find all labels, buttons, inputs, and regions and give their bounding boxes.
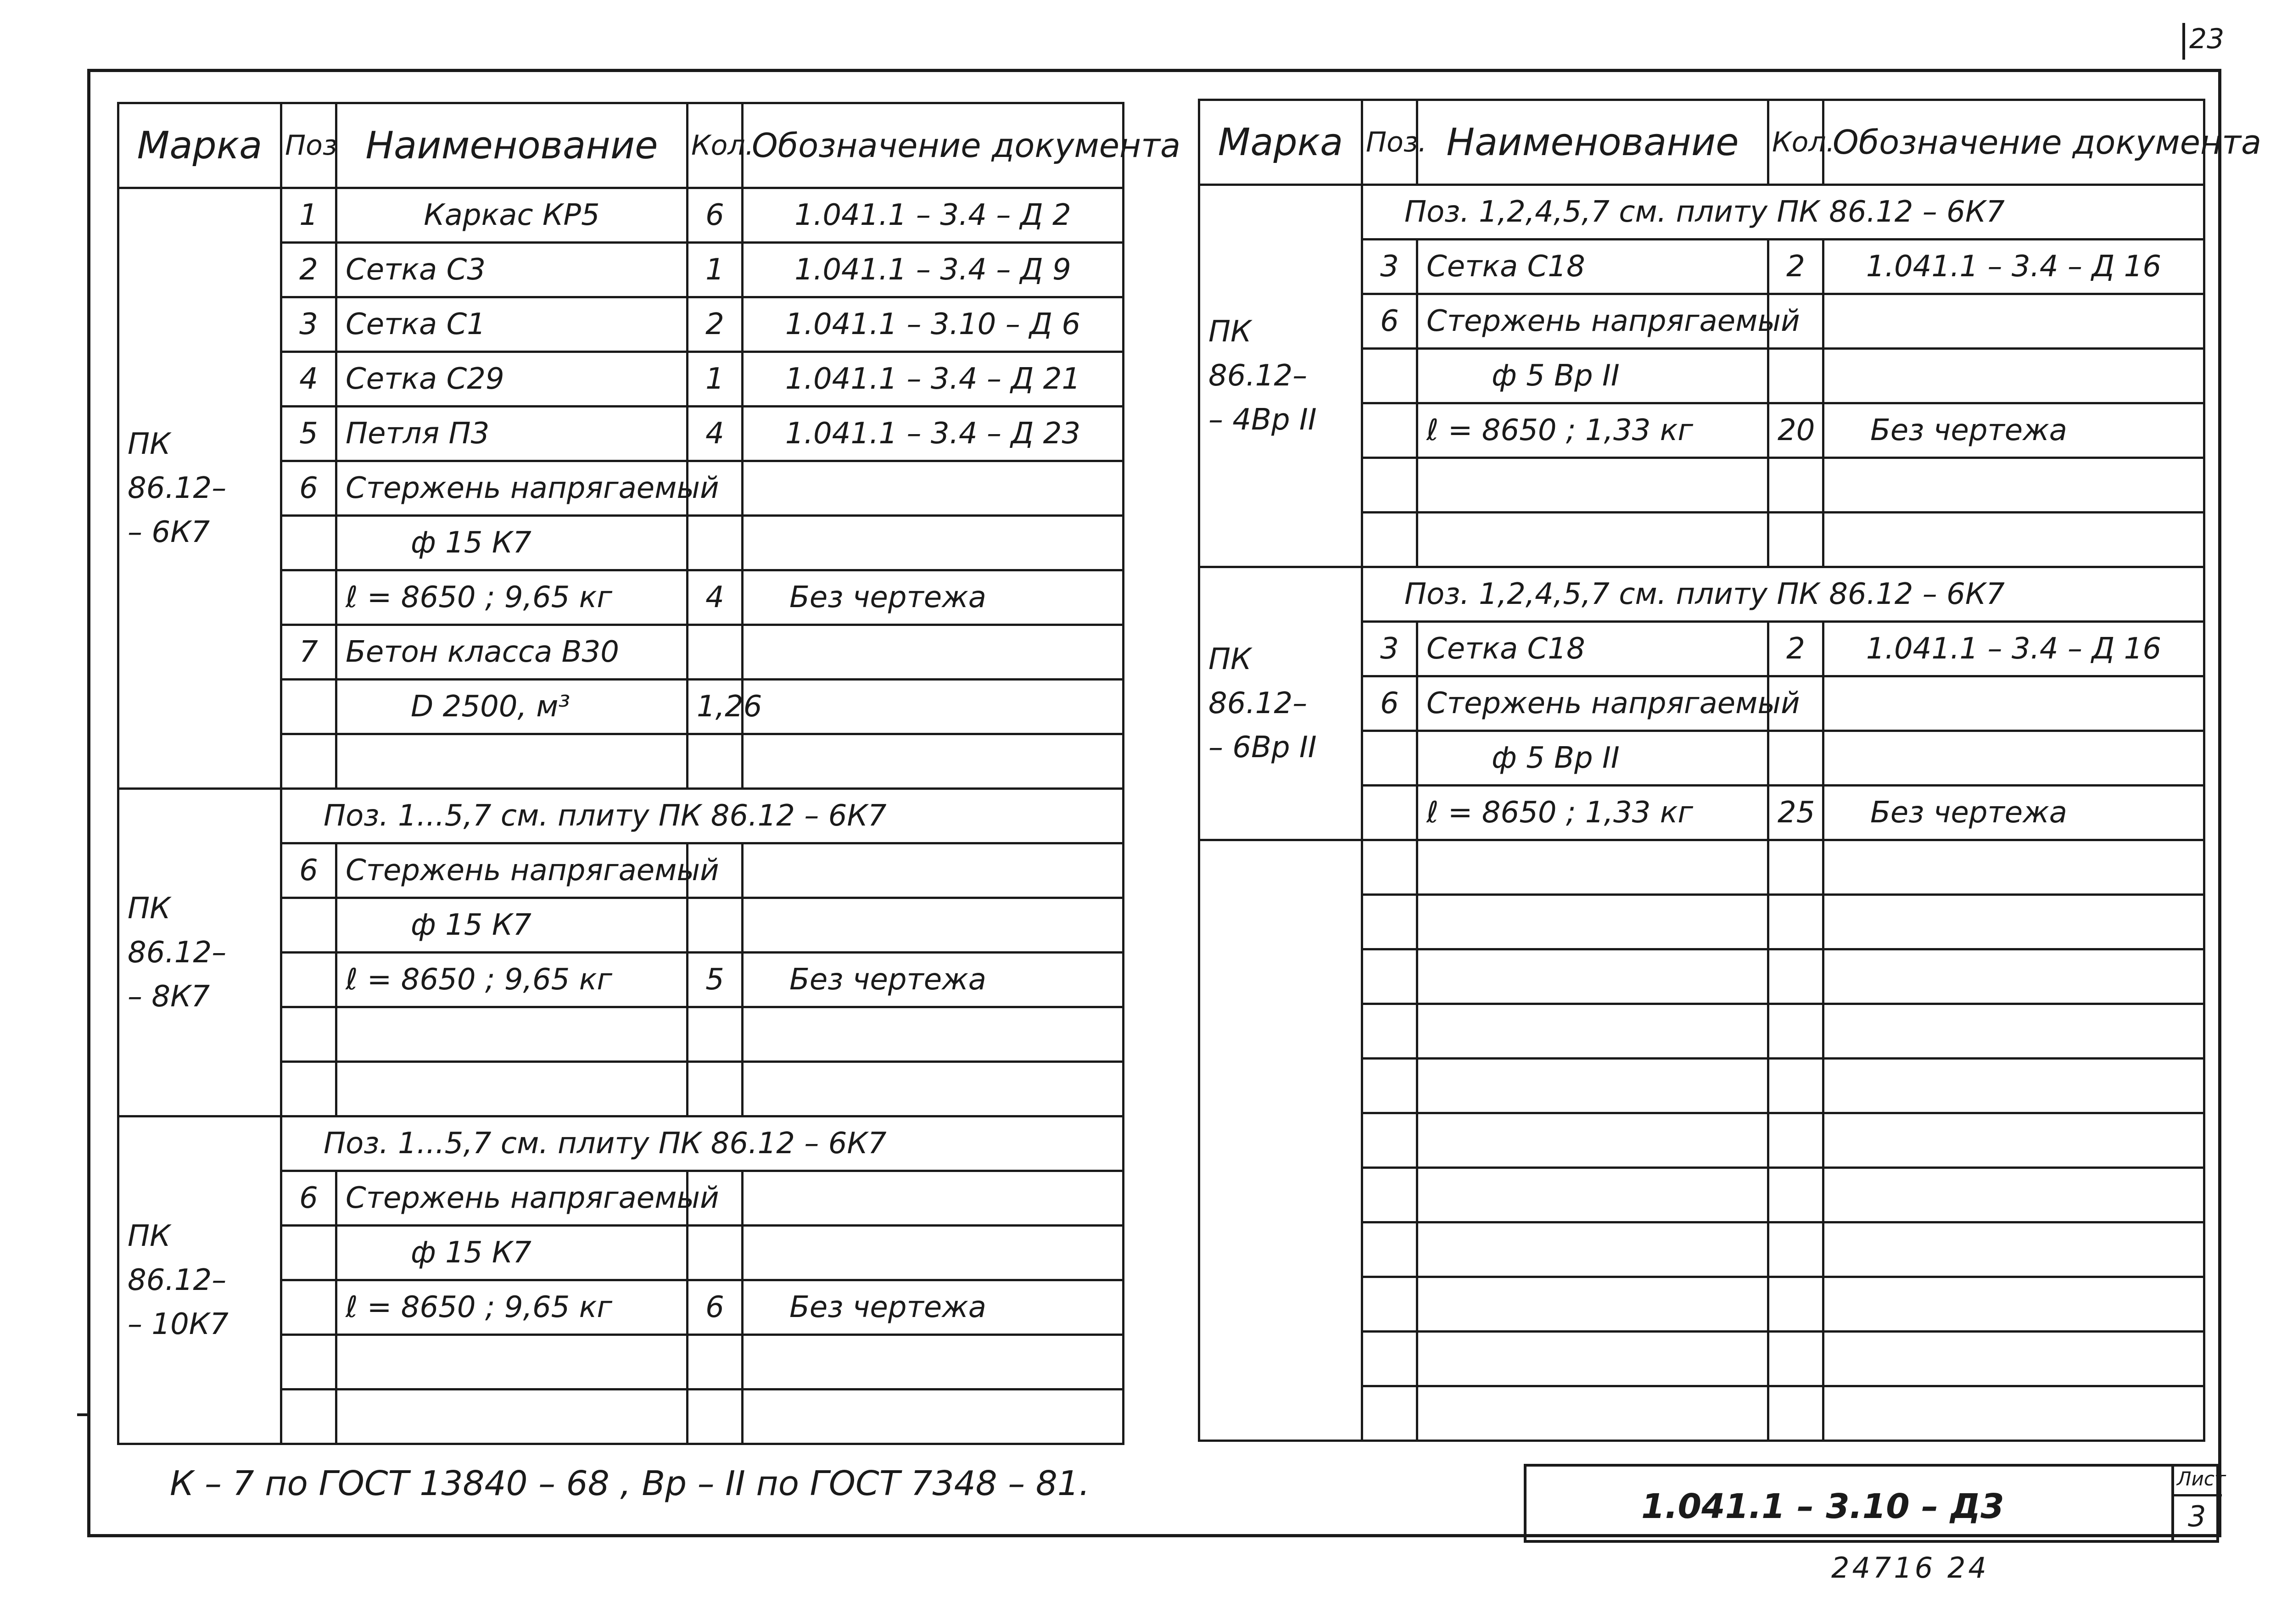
- name-cell: Сетка С1: [336, 297, 688, 352]
- name-cell: [1417, 458, 1768, 513]
- col-mark-header: Марка: [118, 103, 281, 188]
- empty-cell: [1823, 1168, 2204, 1222]
- empty-cell: [1768, 1059, 1823, 1113]
- empty-cell: [1823, 1332, 2204, 1386]
- empty-cell: [1199, 1113, 1362, 1168]
- empty-cell: [1768, 1004, 1823, 1059]
- doc-cell: [743, 898, 1124, 953]
- empty-row: [1199, 1059, 2204, 1113]
- group-note-row: [118, 1116, 1124, 1171]
- qty-cell: 5: [688, 953, 743, 1007]
- doc-cell: [1823, 676, 2204, 731]
- empty-cell: [1362, 1277, 1417, 1332]
- doc-cell: [743, 461, 1124, 516]
- group-note-row: [1199, 185, 2204, 240]
- empty-cell: [1199, 1004, 1362, 1059]
- group-note: Поз. 1,2,4,5,7 см. плиту ПК 86.12 – 6К7: [1362, 185, 2204, 240]
- qty-cell: 6: [688, 188, 743, 243]
- empty-cell: [1823, 1222, 2204, 1277]
- empty-cell: [1768, 1277, 1823, 1332]
- empty-cell: [1417, 949, 1768, 1004]
- name-cell: [336, 1062, 688, 1116]
- pos-cell: [1362, 403, 1417, 458]
- pos-cell: 2: [281, 243, 336, 297]
- empty-cell: [1362, 895, 1417, 949]
- empty-row: [1199, 1004, 2204, 1059]
- pos-cell: [1362, 731, 1417, 786]
- pos-cell: 3: [1362, 622, 1417, 676]
- name-cell: Стержень напрягаемый: [1417, 294, 1768, 349]
- group-mark: ПК 86.12– – 6К7: [118, 188, 281, 789]
- pos-cell: 6: [281, 461, 336, 516]
- doc-cell: [743, 1171, 1124, 1226]
- empty-cell: [1362, 840, 1417, 895]
- pos-cell: [1362, 513, 1417, 567]
- page-number: 23: [2189, 23, 2225, 55]
- doc-cell: [1823, 731, 2204, 786]
- empty-cell: [1362, 1113, 1417, 1168]
- pos-cell: 4: [281, 352, 336, 407]
- group-note-row: [118, 789, 1124, 843]
- footnote: К – 7 по ГОСТ 13840 – 68 , Вр – II по ГОСТ 7348 – 81.: [170, 1464, 1090, 1503]
- name-cell: Стержень напрягаемый: [336, 1171, 688, 1226]
- doc-cell: 1.041.1 – 3.4 – Д 16: [1823, 240, 2204, 294]
- spec-table-left: [117, 102, 1181, 1445]
- empty-cell: [1417, 1004, 1768, 1059]
- empty-cell: [1823, 949, 2204, 1004]
- name-cell: ℓ = 8650 ; 1,33 кг: [1417, 403, 1768, 458]
- pos-cell: [281, 953, 336, 1007]
- doc-cell: 1.041.1 – 3.10 – Д 6: [743, 297, 1124, 352]
- empty-cell: [1199, 1059, 1362, 1113]
- doc-cell: [743, 1390, 1124, 1444]
- doc-cell: 1.041.1 – 3.4 – Д 21: [743, 352, 1124, 407]
- name-cell: Петля П3: [336, 407, 688, 461]
- col-doc-header: Обозначение документа: [1823, 100, 2204, 185]
- pos-cell: 6: [281, 1171, 336, 1226]
- empty-cell: [1199, 1332, 1362, 1386]
- empty-cell: [1823, 1004, 2204, 1059]
- empty-cell: [1417, 1332, 1768, 1386]
- qty-cell: [1768, 731, 1823, 786]
- qty-cell: [688, 734, 743, 789]
- group-note-row: [1199, 567, 2204, 622]
- empty-cell: [1768, 1113, 1823, 1168]
- name-cell: ℓ = 8650 ; 9,65 кг: [336, 1280, 688, 1335]
- empty-row: [1199, 949, 2204, 1004]
- name-cell: ф 5 Вр II: [1417, 349, 1768, 403]
- doc-cell: Без чертежа: [743, 570, 1124, 625]
- qty-cell: [1768, 349, 1823, 403]
- col-pos-header: Поз.: [1362, 100, 1417, 185]
- empty-cell: [1199, 949, 1362, 1004]
- right-body: [1199, 185, 2204, 1441]
- inventory-number: 24716 24: [1831, 1551, 1989, 1585]
- group-note: Поз. 1...5,7 см. плиту ПК 86.12 – 6К7: [281, 1116, 1124, 1171]
- sheet-label: Лист: [2177, 1468, 2226, 1490]
- empty-cell: [1417, 840, 1768, 895]
- col-pos-header: Поз: [281, 103, 336, 188]
- sheet-number: 3: [2188, 1500, 2206, 1533]
- pos-cell: [281, 1007, 336, 1062]
- pos-cell: 6: [281, 843, 336, 898]
- pos-cell: 3: [281, 297, 336, 352]
- empty-cell: [1362, 1222, 1417, 1277]
- pos-cell: [281, 1280, 336, 1335]
- empty-cell: [1199, 1222, 1362, 1277]
- empty-cell: [1823, 1277, 2204, 1332]
- name-cell: Сетка С29: [336, 352, 688, 407]
- doc-cell: 1.041.1 – 3.4 – Д 16: [1823, 622, 2204, 676]
- name-cell: [336, 1335, 688, 1390]
- qty-cell: [1768, 458, 1823, 513]
- empty-cell: [1823, 1386, 2204, 1441]
- name-cell: ф 15 К7: [336, 898, 688, 953]
- col-doc-header: Обозначение документа: [743, 103, 1124, 188]
- empty-cell: [1417, 1222, 1768, 1277]
- empty-row: [1199, 895, 2204, 949]
- doc-cell: [1823, 349, 2204, 403]
- pos-cell: 7: [281, 625, 336, 680]
- doc-cell: Без чертежа: [743, 1280, 1124, 1335]
- name-cell: ф 15 К7: [336, 1226, 688, 1280]
- empty-row: [1199, 1277, 2204, 1332]
- pos-cell: [1362, 349, 1417, 403]
- title-block: [1524, 1464, 2226, 1543]
- doc-cell: 1.041.1 – 3.4 – Д 2: [743, 188, 1124, 243]
- empty-cell: [1768, 1222, 1823, 1277]
- doc-cell: [1823, 458, 2204, 513]
- name-cell: Сетка С18: [1417, 622, 1768, 676]
- empty-cell: [1768, 895, 1823, 949]
- corner-tick: [2182, 23, 2185, 60]
- name-cell: Стержень напрягаемый: [1417, 676, 1768, 731]
- name-cell: Стержень напрягаемый: [336, 843, 688, 898]
- qty-cell: 4: [688, 407, 743, 461]
- empty-cell: [1823, 840, 2204, 895]
- empty-row: [1199, 1168, 2204, 1222]
- sheet-cell: [2171, 1467, 2226, 1540]
- doc-cell: [1823, 513, 2204, 567]
- empty-cell: [1362, 1332, 1417, 1386]
- empty-cell: [1362, 1059, 1417, 1113]
- name-cell: Сетка С18: [1417, 240, 1768, 294]
- empty-cell: [1199, 895, 1362, 949]
- empty-row: [1199, 1386, 2204, 1441]
- col-name-header: Наименование: [336, 103, 688, 188]
- pos-cell: 6: [1362, 294, 1417, 349]
- left-body: [118, 188, 1124, 1444]
- empty-cell: [1199, 1168, 1362, 1222]
- doc-cell: [743, 516, 1124, 570]
- doc-cell: [743, 1007, 1124, 1062]
- name-cell: Стержень напрягаемый: [336, 461, 688, 516]
- pos-cell: [281, 1226, 336, 1280]
- pos-cell: [281, 1390, 336, 1444]
- qty-cell: [1768, 513, 1823, 567]
- empty-cell: [1768, 1168, 1823, 1222]
- empty-row: [1199, 840, 2204, 895]
- doc-cell: [743, 734, 1124, 789]
- name-cell: Бетон класса В30: [336, 625, 688, 680]
- qty-cell: 25: [1768, 786, 1823, 840]
- empty-cell: [1417, 1168, 1768, 1222]
- margin-tick: [77, 1413, 87, 1416]
- pos-cell: [281, 1062, 336, 1116]
- name-cell: ℓ = 8650 ; 9,65 кг: [336, 570, 688, 625]
- doc-cell: [743, 1226, 1124, 1280]
- empty-cell: [1362, 1004, 1417, 1059]
- col-qty-header: Кол.: [688, 103, 743, 188]
- name-cell: [336, 1390, 688, 1444]
- empty-cell: [1768, 1332, 1823, 1386]
- qty-cell: 2: [688, 297, 743, 352]
- doc-cell: [1823, 294, 2204, 349]
- pos-cell: [281, 898, 336, 953]
- qty-cell: [688, 898, 743, 953]
- qty-cell: [688, 516, 743, 570]
- group-mark: ПК 86.12– – 8К7: [118, 789, 281, 1116]
- sheet-divider: [2174, 1494, 2222, 1496]
- name-cell: Каркас КР5: [336, 188, 688, 243]
- doc-cell: [743, 1062, 1124, 1116]
- header-row: [1199, 100, 2204, 185]
- empty-cell: [1768, 840, 1823, 895]
- empty-cell: [1417, 1277, 1768, 1332]
- pos-cell: [1362, 786, 1417, 840]
- qty-cell: [688, 1007, 743, 1062]
- name-cell: [336, 1007, 688, 1062]
- empty-cell: [1768, 1386, 1823, 1441]
- group-note: Поз. 1...5,7 см. плиту ПК 86.12 – 6К7: [281, 789, 1124, 843]
- col-qty-header: Кол.: [1768, 100, 1823, 185]
- empty-cell: [1417, 895, 1768, 949]
- pos-cell: 3: [1362, 240, 1417, 294]
- empty-cell: [1199, 1277, 1362, 1332]
- qty-cell: 6: [688, 1280, 743, 1335]
- empty-cell: [1362, 949, 1417, 1004]
- empty-cell: [1417, 1386, 1768, 1441]
- name-cell: Сетка С3: [336, 243, 688, 297]
- doc-cell: [743, 1335, 1124, 1390]
- empty-cell: [1417, 1113, 1768, 1168]
- qty-cell: 4: [688, 570, 743, 625]
- pos-cell: [1362, 458, 1417, 513]
- name-cell: ℓ = 8650 ; 1,33 кг: [1417, 786, 1768, 840]
- name-cell: [1417, 513, 1768, 567]
- group-mark: ПК 86.12– – 10К7: [118, 1116, 281, 1444]
- header-row: [118, 103, 1124, 188]
- doc-cell: [743, 625, 1124, 680]
- doc-cell: 1.041.1 – 3.4 – Д 23: [743, 407, 1124, 461]
- pos-cell: [281, 680, 336, 734]
- qty-cell: 20: [1768, 403, 1823, 458]
- qty-cell: 1: [688, 352, 743, 407]
- pos-cell: [281, 516, 336, 570]
- name-cell: D 2500, м³: [336, 680, 688, 734]
- empty-cell: [1199, 840, 1362, 895]
- qty-cell: [688, 625, 743, 680]
- name-cell: ф 15 К7: [336, 516, 688, 570]
- pos-cell: [281, 570, 336, 625]
- doc-cell: 1.041.1 – 3.4 – Д 9: [743, 243, 1124, 297]
- pos-cell: [281, 1335, 336, 1390]
- qty-cell: [688, 1226, 743, 1280]
- empty-row: [1199, 1222, 2204, 1277]
- name-cell: ф 5 Вр II: [1417, 731, 1768, 786]
- name-cell: [336, 734, 688, 789]
- empty-cell: [1417, 1059, 1768, 1113]
- group-note: Поз. 1,2,4,5,7 см. плиту ПК 86.12 – 6К7: [1362, 567, 2204, 622]
- empty-row: [1199, 1113, 2204, 1168]
- pos-cell: [281, 734, 336, 789]
- col-mark-header: Марка: [1199, 100, 1362, 185]
- empty-cell: [1823, 1059, 2204, 1113]
- table-row: [118, 188, 1124, 243]
- doc-cell: [743, 843, 1124, 898]
- qty-cell: 2: [1768, 240, 1823, 294]
- doc-cell: [743, 680, 1124, 734]
- empty-cell: [1362, 1168, 1417, 1222]
- qty-cell: 2: [1768, 622, 1823, 676]
- empty-cell: [1823, 1113, 2204, 1168]
- empty-cell: [1823, 895, 2204, 949]
- qty-cell: [688, 1335, 743, 1390]
- qty-cell: [688, 1062, 743, 1116]
- empty-cell: [1199, 1386, 1362, 1441]
- doc-cell: Без чертежа: [743, 953, 1124, 1007]
- group-mark: ПК 86.12– – 4Вр II: [1199, 185, 1362, 567]
- pos-cell: 5: [281, 407, 336, 461]
- group-mark: ПК 86.12– – 6Вр II: [1199, 567, 1362, 840]
- spec-table-right: [1198, 99, 2262, 1442]
- pos-cell: 6: [1362, 676, 1417, 731]
- empty-row: [1199, 1332, 2204, 1386]
- doc-cell: Без чертежа: [1823, 786, 2204, 840]
- qty-cell: 1,26: [688, 680, 743, 734]
- qty-cell: [688, 1390, 743, 1444]
- col-name-header: Наименование: [1417, 100, 1768, 185]
- name-cell: ℓ = 8650 ; 9,65 кг: [336, 953, 688, 1007]
- empty-cell: [1362, 1386, 1417, 1441]
- empty-cell: [1768, 949, 1823, 1004]
- doc-cell: Без чертежа: [1823, 403, 2204, 458]
- pos-cell: 1: [281, 188, 336, 243]
- document-code: 1.041.1 – 3.10 – Д3: [1641, 1487, 2004, 1526]
- qty-cell: 1: [688, 243, 743, 297]
